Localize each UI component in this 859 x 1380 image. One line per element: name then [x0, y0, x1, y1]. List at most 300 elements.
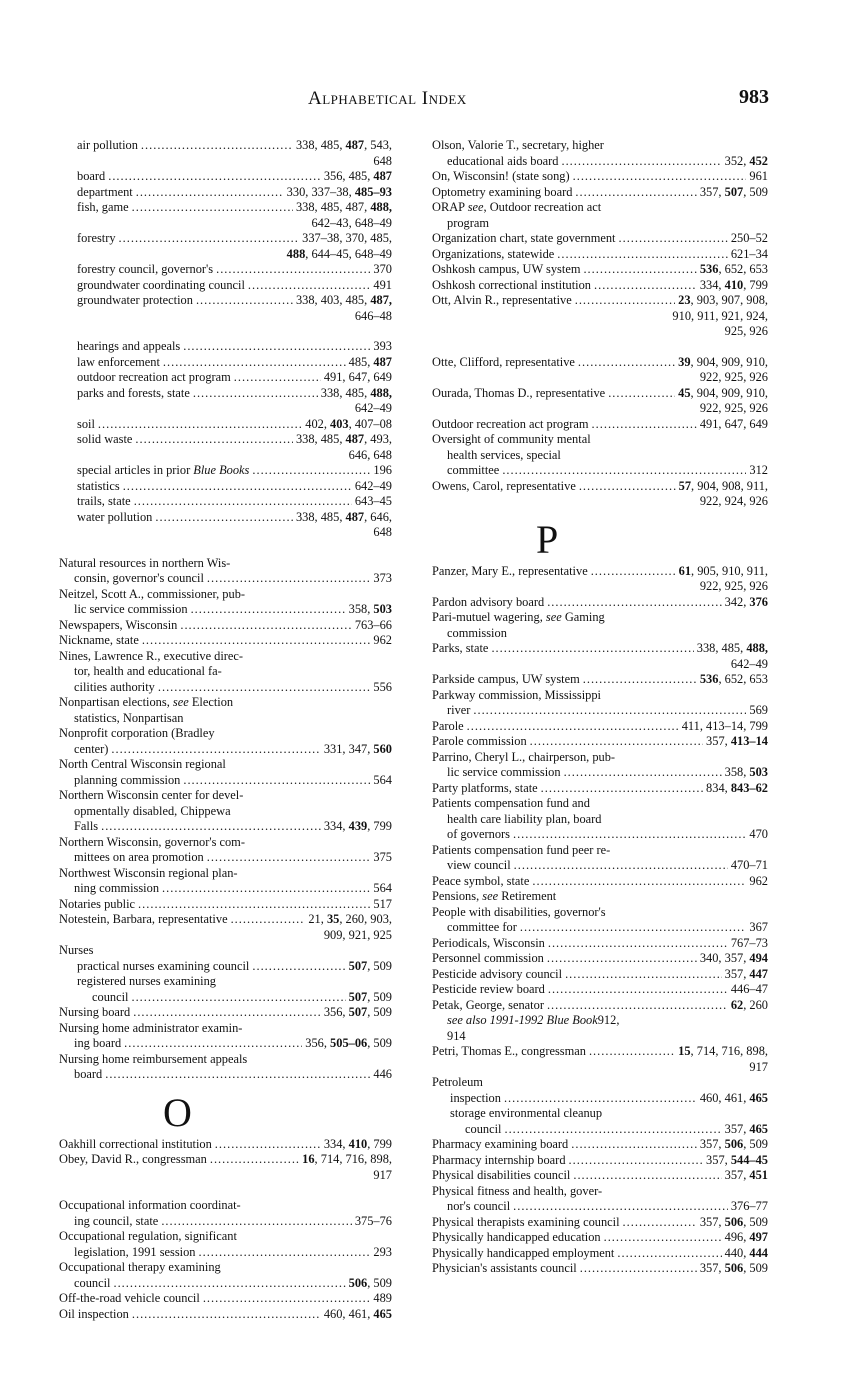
page-ref: 491, 647, 649 — [699, 416, 768, 431]
leader-dots — [108, 169, 321, 185]
page-refs-continued: 646–48 — [354, 308, 392, 323]
leader-dots — [591, 564, 676, 580]
page-ref-primary: 507 — [724, 184, 744, 199]
entry-text: groundwater protection — [77, 293, 193, 307]
leader-dots — [547, 998, 728, 1014]
entry-line — [432, 1230, 768, 1246]
entry-line — [59, 757, 392, 773]
index-entry — [59, 1005, 392, 1021]
page-ref: 370 — [373, 262, 392, 276]
page-refs — [678, 293, 768, 309]
page-refs — [731, 936, 768, 952]
page-ref-primary: 488, — [370, 385, 392, 400]
page-ref: , 260, 903, — [339, 912, 392, 926]
entry-text: Physician's assistants council — [432, 1261, 577, 1275]
page-ref: 21, — [308, 912, 327, 926]
page-refs — [706, 1153, 768, 1169]
entry-line — [59, 881, 392, 897]
index-entry — [432, 610, 768, 641]
entry-line — [432, 185, 768, 201]
index-entry — [432, 169, 768, 185]
page-refs — [682, 719, 768, 735]
entry-text: cilities authority — [74, 679, 155, 694]
entry-line — [432, 1029, 768, 1045]
entry-text: Natural resources in northern Wis- — [59, 555, 231, 570]
page-refs — [678, 386, 768, 402]
entry-line — [59, 1291, 392, 1307]
entry-line — [450, 1122, 768, 1138]
entry-line — [432, 595, 768, 611]
italic-text: Blue Books — [193, 463, 250, 477]
index-entry — [432, 595, 768, 611]
entry-text: Gaming — [561, 610, 605, 624]
leader-dots — [541, 781, 703, 797]
entry-line — [432, 200, 768, 216]
page-ref: , 799 — [367, 1136, 392, 1151]
entry-text: Panzer, Mary E., representative — [432, 563, 588, 578]
entry-line — [77, 355, 392, 371]
index-entry — [432, 688, 768, 719]
page-ref: 373 — [373, 571, 392, 585]
page-ref-primary: 39 — [678, 354, 691, 369]
page-ref: , 407–08 — [348, 416, 392, 431]
page-ref-primary: 503 — [373, 602, 392, 616]
page-ref: 491, 647, 649 — [323, 370, 392, 384]
page-ref: 356, — [323, 1005, 349, 1019]
entry-text: Olson, Valorie T., secretary, higher — [432, 138, 604, 152]
page-ref-primary: 61 — [678, 563, 692, 578]
index-entry — [59, 1198, 392, 1229]
page-ref-primary: 452 — [749, 153, 768, 168]
page-header — [0, 88, 859, 118]
page-ref: 393 — [373, 339, 392, 353]
entry-line — [77, 974, 392, 990]
index-entry — [432, 1106, 768, 1137]
page-refs — [725, 765, 768, 781]
index-entry — [432, 278, 768, 294]
index-entry — [59, 912, 392, 943]
page-ref: , 904, 909, 910, — [690, 354, 768, 369]
page-ref: 440, — [724, 1245, 750, 1260]
page-ref-primary: 376 — [749, 594, 768, 609]
page-refs — [725, 967, 768, 983]
leader-dots — [548, 982, 728, 998]
page-refs — [305, 417, 392, 433]
page-refs — [697, 641, 768, 657]
page-refs — [308, 912, 392, 928]
page-ref: , 714, 716, 898, — [690, 1044, 768, 1058]
leader-dots — [183, 773, 370, 789]
page-ref: 338, 485, — [295, 432, 346, 446]
entry-text: groundwater coordinating council — [77, 277, 245, 292]
entry-line — [59, 556, 392, 572]
page-ref: , 799 — [743, 277, 768, 292]
page-ref-primary: 451 — [749, 1168, 768, 1182]
leader-dots — [583, 262, 696, 278]
index-entry — [59, 231, 392, 262]
index-entry — [432, 247, 768, 263]
page-ref: 293 — [373, 1244, 392, 1259]
entry-text: Parks, state — [432, 641, 489, 655]
leader-dots — [136, 185, 284, 201]
page-ref: 470–71 — [730, 858, 768, 872]
entry-text: ning commission — [74, 881, 160, 895]
index-entry — [432, 185, 768, 201]
entry-line — [432, 703, 768, 719]
entry-text: Off-the-road vehicle council — [59, 1291, 200, 1305]
index-entry — [432, 355, 768, 386]
entry-text: fish, game — [77, 200, 129, 214]
leader-dots — [163, 355, 346, 371]
entry-text: health services, special — [447, 447, 561, 462]
entry-text: Otte, Clifford, representative — [432, 354, 575, 369]
page-refs — [349, 1276, 392, 1292]
page-refs — [296, 432, 392, 448]
page-ref-primary: 485–93 — [354, 184, 392, 199]
page-ref: 357, — [699, 1137, 725, 1151]
leader-dots — [113, 1276, 345, 1292]
index-entry — [432, 781, 768, 797]
page-refs — [706, 781, 768, 797]
leader-dots — [619, 231, 728, 247]
leader-dots — [473, 703, 746, 719]
entry-text: Northern Wisconsin center for devel- — [59, 788, 244, 802]
entry-line — [59, 1137, 392, 1153]
page-refs — [700, 672, 768, 688]
entry-text: mittees on area promotion — [74, 850, 204, 864]
page-ref: , 509 — [367, 958, 392, 973]
entry-text: air pollution — [77, 138, 138, 152]
page-ref: , 509 — [743, 1214, 768, 1229]
page-ref-primary: 465 — [749, 1090, 768, 1105]
entry-text: Physical fitness and health, gover- — [432, 1183, 603, 1198]
page-refs — [373, 463, 392, 479]
page-ref: 196 — [373, 463, 392, 477]
page-ref: 446–47 — [730, 982, 768, 996]
entry-line — [432, 641, 768, 657]
page-refs-continued: 642–43, 648–49 — [311, 215, 392, 230]
leader-dots — [608, 386, 675, 402]
entry-line — [59, 866, 392, 882]
page-refs-continued: 648 — [373, 525, 392, 539]
entry-text: Petri, Thomas E., congressman — [432, 1044, 586, 1058]
index-entry — [59, 726, 392, 757]
index-entry — [59, 835, 392, 866]
page-ref-primary: 447 — [749, 966, 768, 981]
entry-text: Nines, Lawrence R., executive direc- — [59, 648, 244, 663]
entry-text: committee for — [447, 920, 517, 934]
page-refs — [373, 571, 392, 587]
page-ref-primary: 488, — [370, 200, 392, 214]
italic-text: see — [482, 889, 499, 903]
page-refs — [373, 773, 392, 789]
leader-dots — [573, 169, 747, 185]
leader-dots — [207, 850, 371, 866]
entry-line — [432, 1184, 768, 1200]
leader-dots — [207, 571, 371, 587]
page-ref-primary: 45 — [678, 385, 691, 400]
entry-text: Organizations, statewide — [432, 246, 555, 261]
page-ref-primary: 487 — [373, 354, 392, 369]
page-ref: 491 — [373, 277, 392, 292]
page-ref: , 260 — [743, 997, 768, 1012]
page-ref-primary: 497 — [749, 1230, 768, 1244]
entry-text: Parole commission — [432, 734, 527, 748]
page-refs — [355, 479, 392, 495]
leader-dots — [504, 1122, 721, 1138]
page-ref: 767–73 — [730, 935, 768, 950]
page-refs — [749, 920, 768, 936]
page-refs — [324, 1137, 392, 1153]
index-entry — [59, 1052, 392, 1083]
entry-line — [432, 463, 768, 479]
entry-line — [59, 1067, 392, 1083]
entry-text: forestry council, governor's — [77, 262, 214, 276]
leader-dots — [216, 262, 370, 278]
page-refs-continued: 646, 648 — [348, 447, 392, 462]
page-ref: 961 — [749, 169, 768, 183]
page-ref-primary: 487 — [345, 432, 365, 446]
page-ref: 460, 461, — [699, 1090, 750, 1105]
page-ref: 485, — [348, 354, 374, 369]
index-entry — [59, 355, 392, 371]
page-ref-primary: 544–45 — [730, 1152, 768, 1167]
entry-line — [432, 688, 768, 704]
page-refs — [373, 1291, 392, 1307]
page-number: 983 — [739, 86, 769, 108]
page-ref: , 652, 653 — [718, 672, 768, 686]
entry-line — [77, 510, 392, 526]
index-entry — [432, 641, 768, 672]
entry-line — [59, 587, 392, 603]
index-entry — [432, 796, 768, 843]
index-entry — [59, 556, 392, 587]
entry-text: Organization chart, state government — [432, 231, 616, 245]
entry-text: Pari-mutuel wagering, see Gaming — [432, 610, 605, 624]
index-entry — [59, 1291, 392, 1307]
entry-line — [432, 719, 768, 735]
entry-text: Pharmacy internship board — [432, 1152, 566, 1167]
entry-text: Nurses — [59, 943, 94, 957]
page-ref: 564 — [373, 881, 392, 895]
entry-text: outdoor recreation act program — [77, 370, 231, 384]
entry-line — [77, 959, 392, 975]
entry-text: Physically handicapped education — [432, 1230, 601, 1244]
entry-text: lic service commission — [447, 765, 561, 779]
page-refs — [302, 231, 392, 247]
entry-text: Outdoor recreation act program — [432, 416, 589, 431]
leader-dots — [215, 1137, 321, 1153]
entry-line — [59, 602, 392, 618]
entry-text: People with disabilities, governor's — [432, 904, 606, 919]
leader-dots — [234, 370, 321, 386]
entry-text: Oakhill correctional institution — [59, 1136, 212, 1151]
page-ref: 357, — [724, 1121, 750, 1136]
leader-dots — [134, 494, 352, 510]
leader-dots — [569, 1153, 704, 1169]
page-refs — [700, 278, 768, 294]
leader-dots — [231, 912, 306, 928]
entry-text: council — [92, 989, 129, 1004]
leader-dots — [547, 951, 697, 967]
page-ref: 250–52 — [730, 231, 768, 245]
page-ref: 496, — [724, 1230, 750, 1244]
leader-dots — [111, 742, 320, 758]
entry-line — [59, 1229, 392, 1245]
running-title: Alphabetical Index — [308, 88, 467, 109]
leader-dots — [513, 827, 746, 843]
page-ref-primary: 23 — [678, 293, 691, 307]
entry-text: Physical therapists examining council — [432, 1214, 620, 1229]
index-entry — [432, 874, 768, 890]
entry-text: Pesticide advisory council — [432, 966, 563, 981]
page-refs-continued: 642–49 — [354, 401, 392, 415]
entry-line — [432, 967, 768, 983]
index-entry — [432, 1044, 768, 1075]
page-refs-continued: 922, 925, 926 — [699, 401, 768, 415]
page-ref: 517 — [373, 896, 392, 911]
page-refs — [749, 874, 768, 890]
entry-line — [432, 216, 768, 232]
entry-text: statistics, Nonpartisan — [74, 710, 184, 725]
entry-text: On, Wisconsin! (state song) — [432, 169, 570, 183]
index-entry — [59, 200, 392, 231]
entry-text: Election — [188, 695, 234, 709]
entry-line — [59, 804, 392, 820]
index-entry — [59, 339, 392, 355]
index-entry — [59, 866, 392, 897]
entry-line — [432, 796, 768, 812]
index-entry — [432, 479, 768, 510]
page-ref-primary: 536 — [699, 672, 719, 686]
page-ref: 375–76 — [354, 1213, 392, 1228]
page-ref: 312 — [749, 463, 768, 477]
page-ref-primary: 57 — [678, 478, 692, 493]
leader-dots — [579, 479, 676, 495]
entry-line — [77, 138, 392, 154]
entry-text: Pardon advisory board — [432, 594, 545, 609]
entry-line — [450, 1091, 768, 1107]
index-entry — [432, 1184, 768, 1215]
page-refs — [305, 1036, 392, 1052]
leader-dots — [594, 278, 697, 294]
page-refs — [296, 510, 392, 526]
entry-text: Parkway commission, Mississippi — [432, 687, 602, 702]
index-entry — [59, 510, 392, 541]
page-refs — [373, 881, 392, 897]
page-refs — [725, 595, 768, 611]
page-ref: 330, 337–38, — [286, 184, 355, 199]
index-entry — [432, 1153, 768, 1169]
page-refs — [373, 633, 392, 649]
leader-dots — [105, 1067, 370, 1083]
index-entry — [59, 185, 392, 201]
entry-line — [77, 479, 392, 495]
index-column-right — [432, 138, 768, 1277]
page-ref-primary: 506 — [724, 1137, 744, 1151]
page-refs — [725, 1246, 768, 1262]
entry-text: registered nurses examining — [77, 974, 217, 988]
entry-text: Nursing home reimbursement appeals — [59, 1051, 248, 1066]
page-ref-primary: 487 — [373, 169, 392, 183]
page-ref: 642–49 — [354, 478, 392, 493]
page-ref-primary: 507 — [348, 1005, 368, 1019]
entry-line — [432, 247, 768, 263]
index-entry — [432, 138, 768, 169]
page-ref-primary: 413–14 — [730, 734, 768, 748]
index-entry — [59, 633, 392, 649]
page-refs — [287, 185, 392, 201]
page-ref-primary: 439 — [348, 819, 368, 833]
page-ref-primary: 410 — [348, 1136, 368, 1151]
index-entry — [59, 370, 392, 386]
entry-line — [432, 750, 768, 766]
entry-text: Patients compensation fund peer re- — [432, 842, 611, 857]
entry-text: Retirement — [498, 889, 557, 903]
leader-dots — [180, 618, 351, 634]
page-refs — [679, 564, 768, 580]
page-ref: , 509 — [743, 1137, 768, 1151]
entry-line — [77, 463, 392, 479]
leader-dots — [532, 874, 746, 890]
page-ref: 402, — [305, 416, 331, 431]
index-entry — [59, 386, 392, 417]
entry-line — [432, 1137, 768, 1153]
index-entry — [59, 959, 392, 975]
leader-dots — [504, 1091, 697, 1107]
leader-dots — [191, 602, 346, 618]
entry-text: Occupational therapy examining — [59, 1260, 221, 1274]
entry-text: ORAP see, Outdoor recreation act — [432, 200, 602, 214]
page-refs-continued: 917 — [749, 1059, 768, 1074]
leader-dots — [513, 1199, 728, 1215]
entry-line — [59, 1198, 392, 1214]
page-ref-primary: 494 — [749, 951, 768, 965]
page-refs — [355, 1214, 392, 1230]
page-refs — [355, 494, 392, 510]
page-refs-continued: 925, 926 — [724, 324, 768, 338]
page-ref: 340, 357, — [699, 951, 750, 965]
leader-dots — [248, 278, 370, 294]
entry-line — [432, 672, 768, 688]
entry-text: Pharmacy examining board — [432, 1137, 569, 1151]
page-ref: 446 — [373, 1067, 392, 1081]
index-entry — [432, 734, 768, 750]
page-refs — [324, 742, 392, 758]
entry-text: legislation, 1991 session — [74, 1244, 196, 1259]
index-entry — [59, 417, 392, 433]
entry-line — [432, 355, 768, 371]
index-entry — [432, 1137, 768, 1153]
entry-line — [432, 765, 768, 781]
page-refs-continued: 917 — [373, 1167, 392, 1182]
page-ref: , 903, 907, 908, — [690, 293, 768, 307]
page-ref-primary: 560 — [373, 741, 392, 756]
entry-line — [77, 386, 392, 402]
page-ref: , 543, — [364, 138, 392, 152]
index-entry — [59, 587, 392, 618]
entry-line — [432, 386, 768, 402]
index-entry — [59, 463, 392, 479]
entry-line — [59, 773, 392, 789]
index-entry — [432, 936, 768, 952]
entry-text: Peace symbol, state — [432, 873, 530, 888]
index-entry — [59, 1260, 392, 1291]
leader-dots — [557, 247, 728, 263]
leader-dots — [123, 479, 352, 495]
index-entry — [59, 479, 392, 495]
entry-text: Parrino, Cheryl L., chairperson, pub- — [432, 749, 616, 764]
